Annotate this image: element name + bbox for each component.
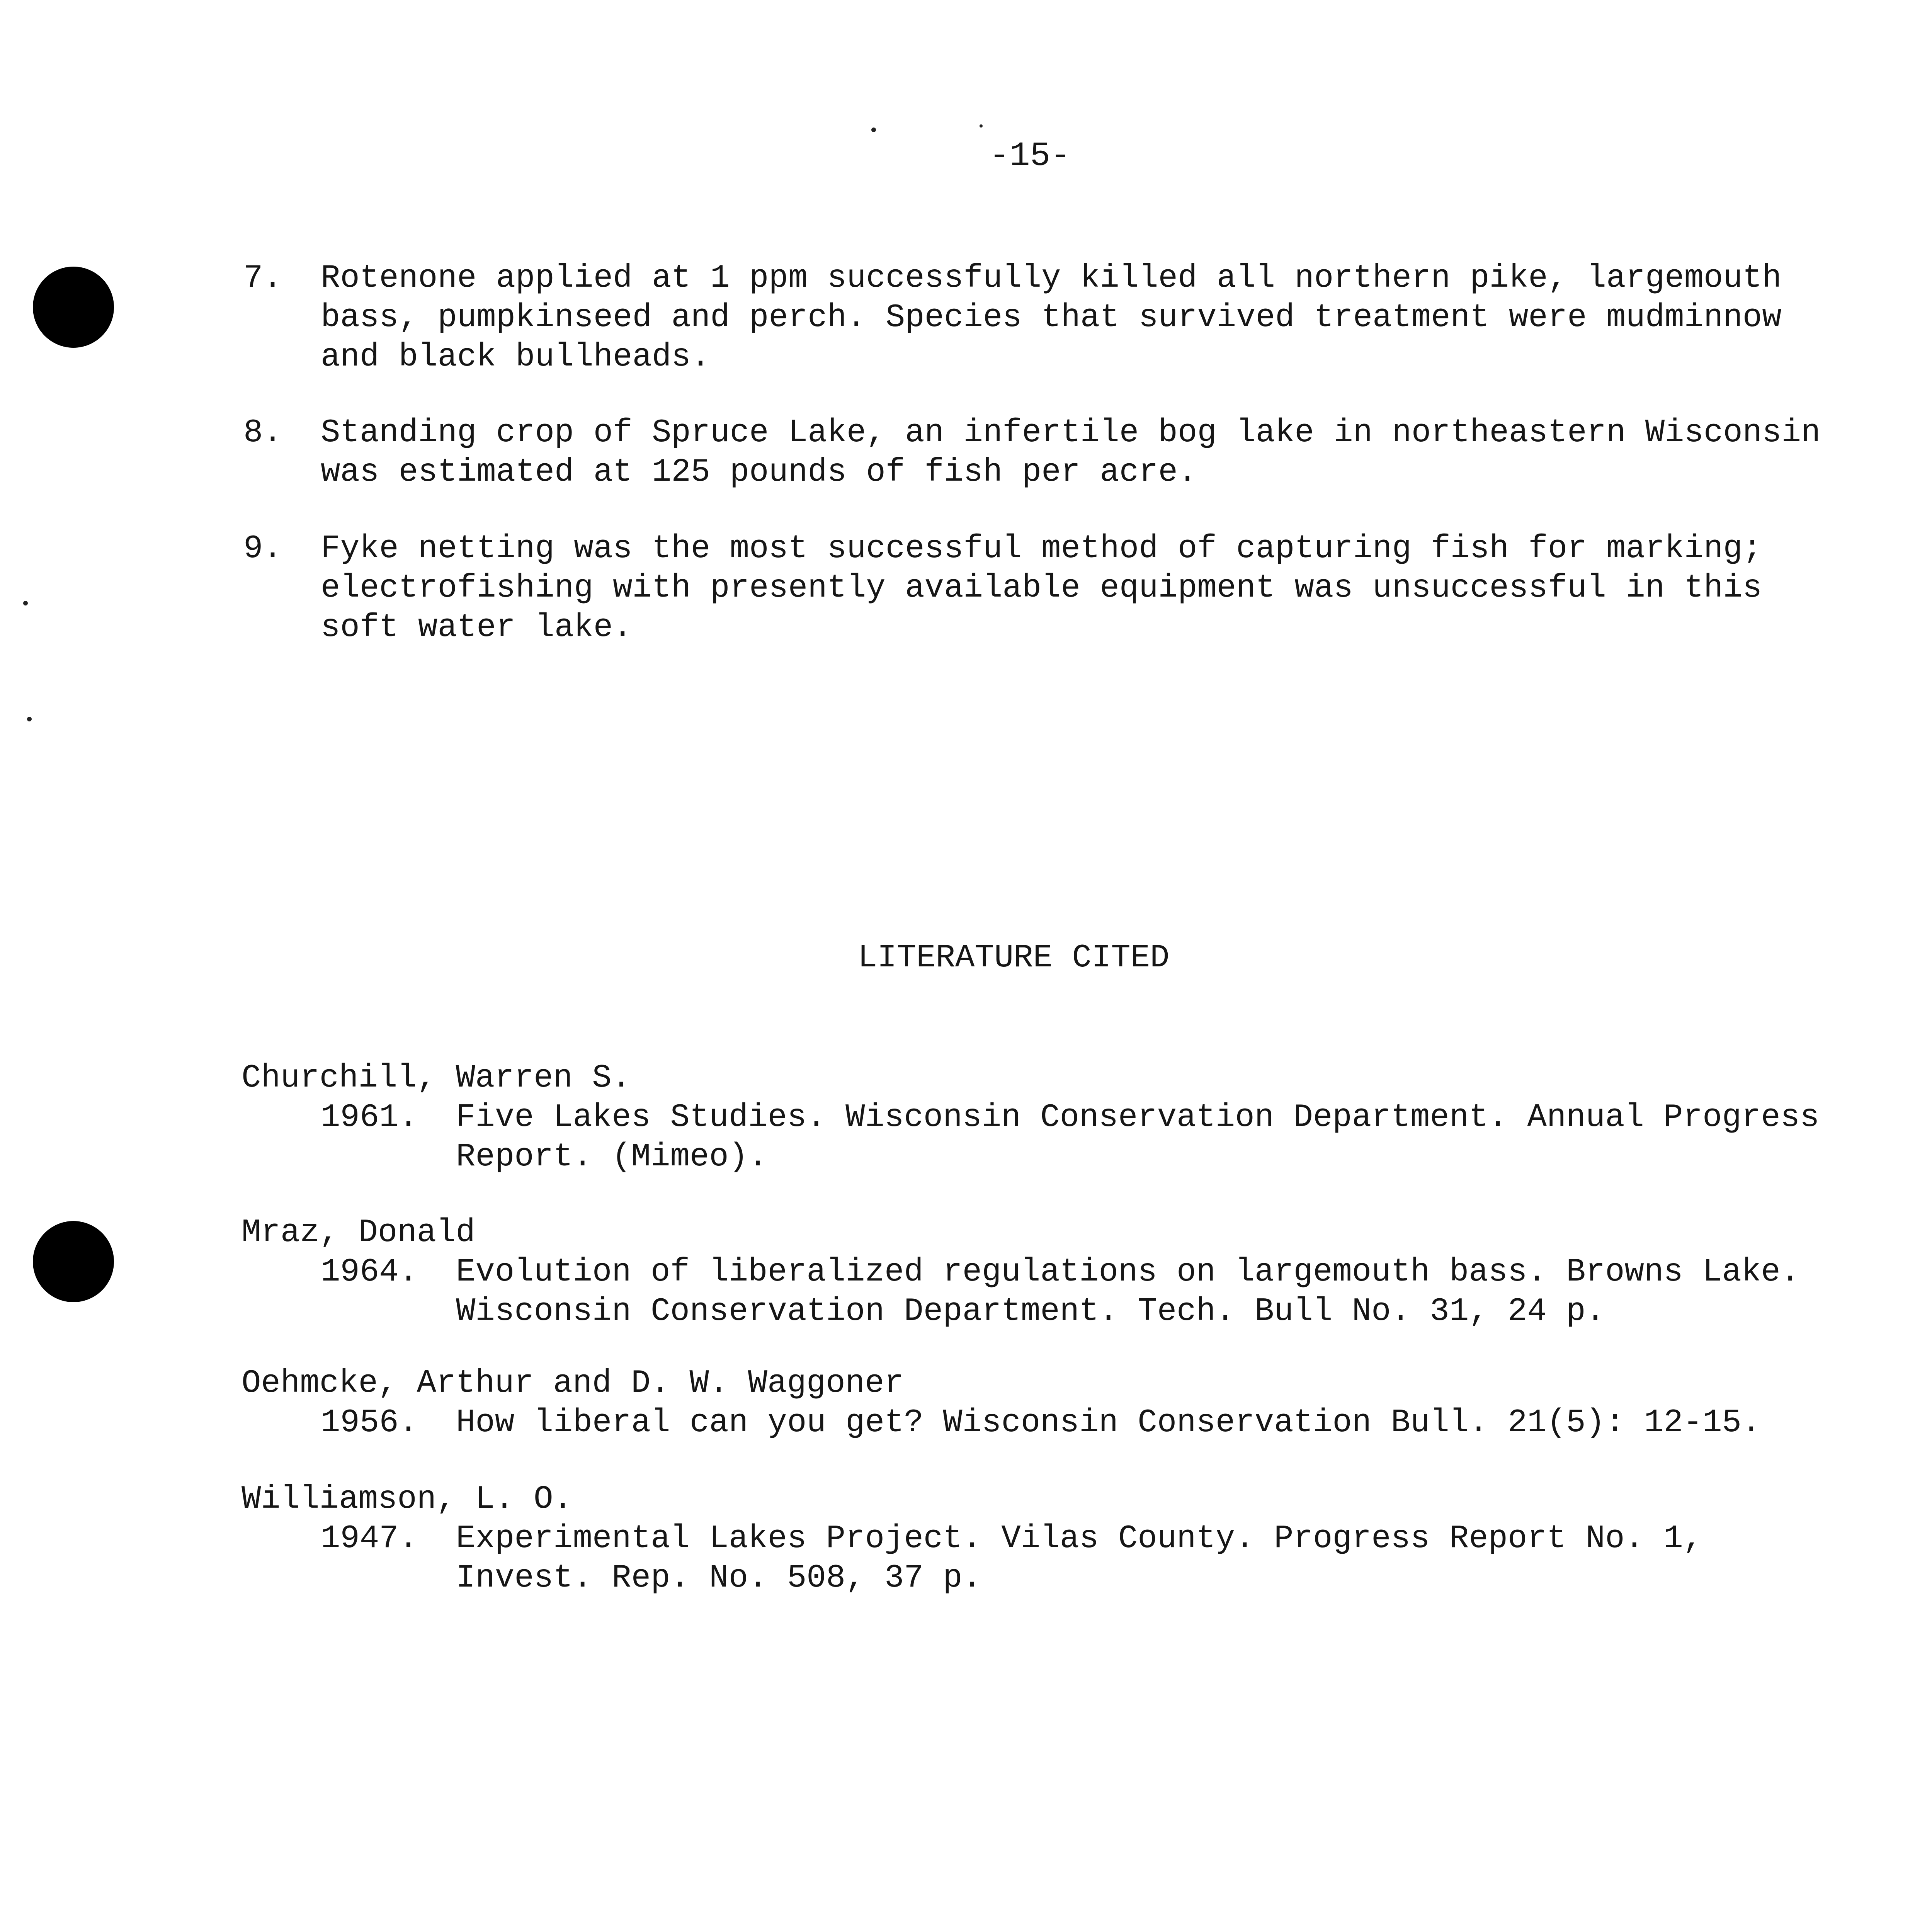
reference-year: 1964.: [321, 1254, 418, 1291]
scan-speck: [27, 717, 32, 721]
reference-year: 1956.: [321, 1405, 418, 1441]
finding-number: 8.: [243, 415, 282, 451]
scan-speck: [23, 601, 28, 605]
scan-speck: [980, 124, 983, 128]
finding-text: Standing crop of Spruce Lake, an infertile bog lake in northeastern Wisconsin was estimated at 125 pounds of fish per acre.: [321, 415, 1821, 491]
reference-author: Mraz, Donald: [242, 1214, 475, 1251]
punch-hole-top: [33, 267, 114, 348]
reference-author: Williamson, L. O.: [242, 1481, 573, 1518]
finding-text: Fyke netting was the most successful method of capturing fish for marking; electrofishing with presently available equipment was unsuccessful in this soft water lake.: [321, 531, 1762, 646]
reference-citation: Five Lakes Studies. Wisconsin Conservation Department. Annual Progress Report. (Mimeo).: [456, 1099, 1820, 1175]
reference-citation: Experimental Lakes Project. Vilas County. Progress Report No. 1, Invest. Rep. No. 508, 37 p.: [456, 1520, 1703, 1597]
literature-cited-heading: LITERATURE CITED: [858, 940, 1170, 976]
scan-speck: [871, 128, 876, 132]
finding-number: 9.: [243, 531, 282, 567]
page-number: -15-: [989, 137, 1071, 175]
reference-author: Churchill, Warren S.: [242, 1060, 631, 1097]
reference-citation: How liberal can you get? Wisconsin Conservation Bull. 21(5): 12-15.: [456, 1405, 1761, 1441]
reference-year: 1947.: [321, 1520, 418, 1557]
reference-citation: Evolution of liberalized regulations on largemouth bass. Browns Lake. Wisconsin Conservation Department. Tech. Bull No. 31, 24 p.: [456, 1254, 1800, 1330]
reference-author: Oehmcke, Arthur and D. W. Waggoner: [242, 1365, 904, 1402]
finding-text: Rotenone applied at 1 ppm successfully killed all northern pike, largemouth bass, pumpkinseed and perch. Species that survived treatment were mudminnow and black bullheads.: [321, 260, 1782, 376]
reference-year: 1961.: [321, 1099, 418, 1136]
punch-hole-middle: [33, 1221, 114, 1302]
finding-number: 7.: [243, 260, 282, 297]
